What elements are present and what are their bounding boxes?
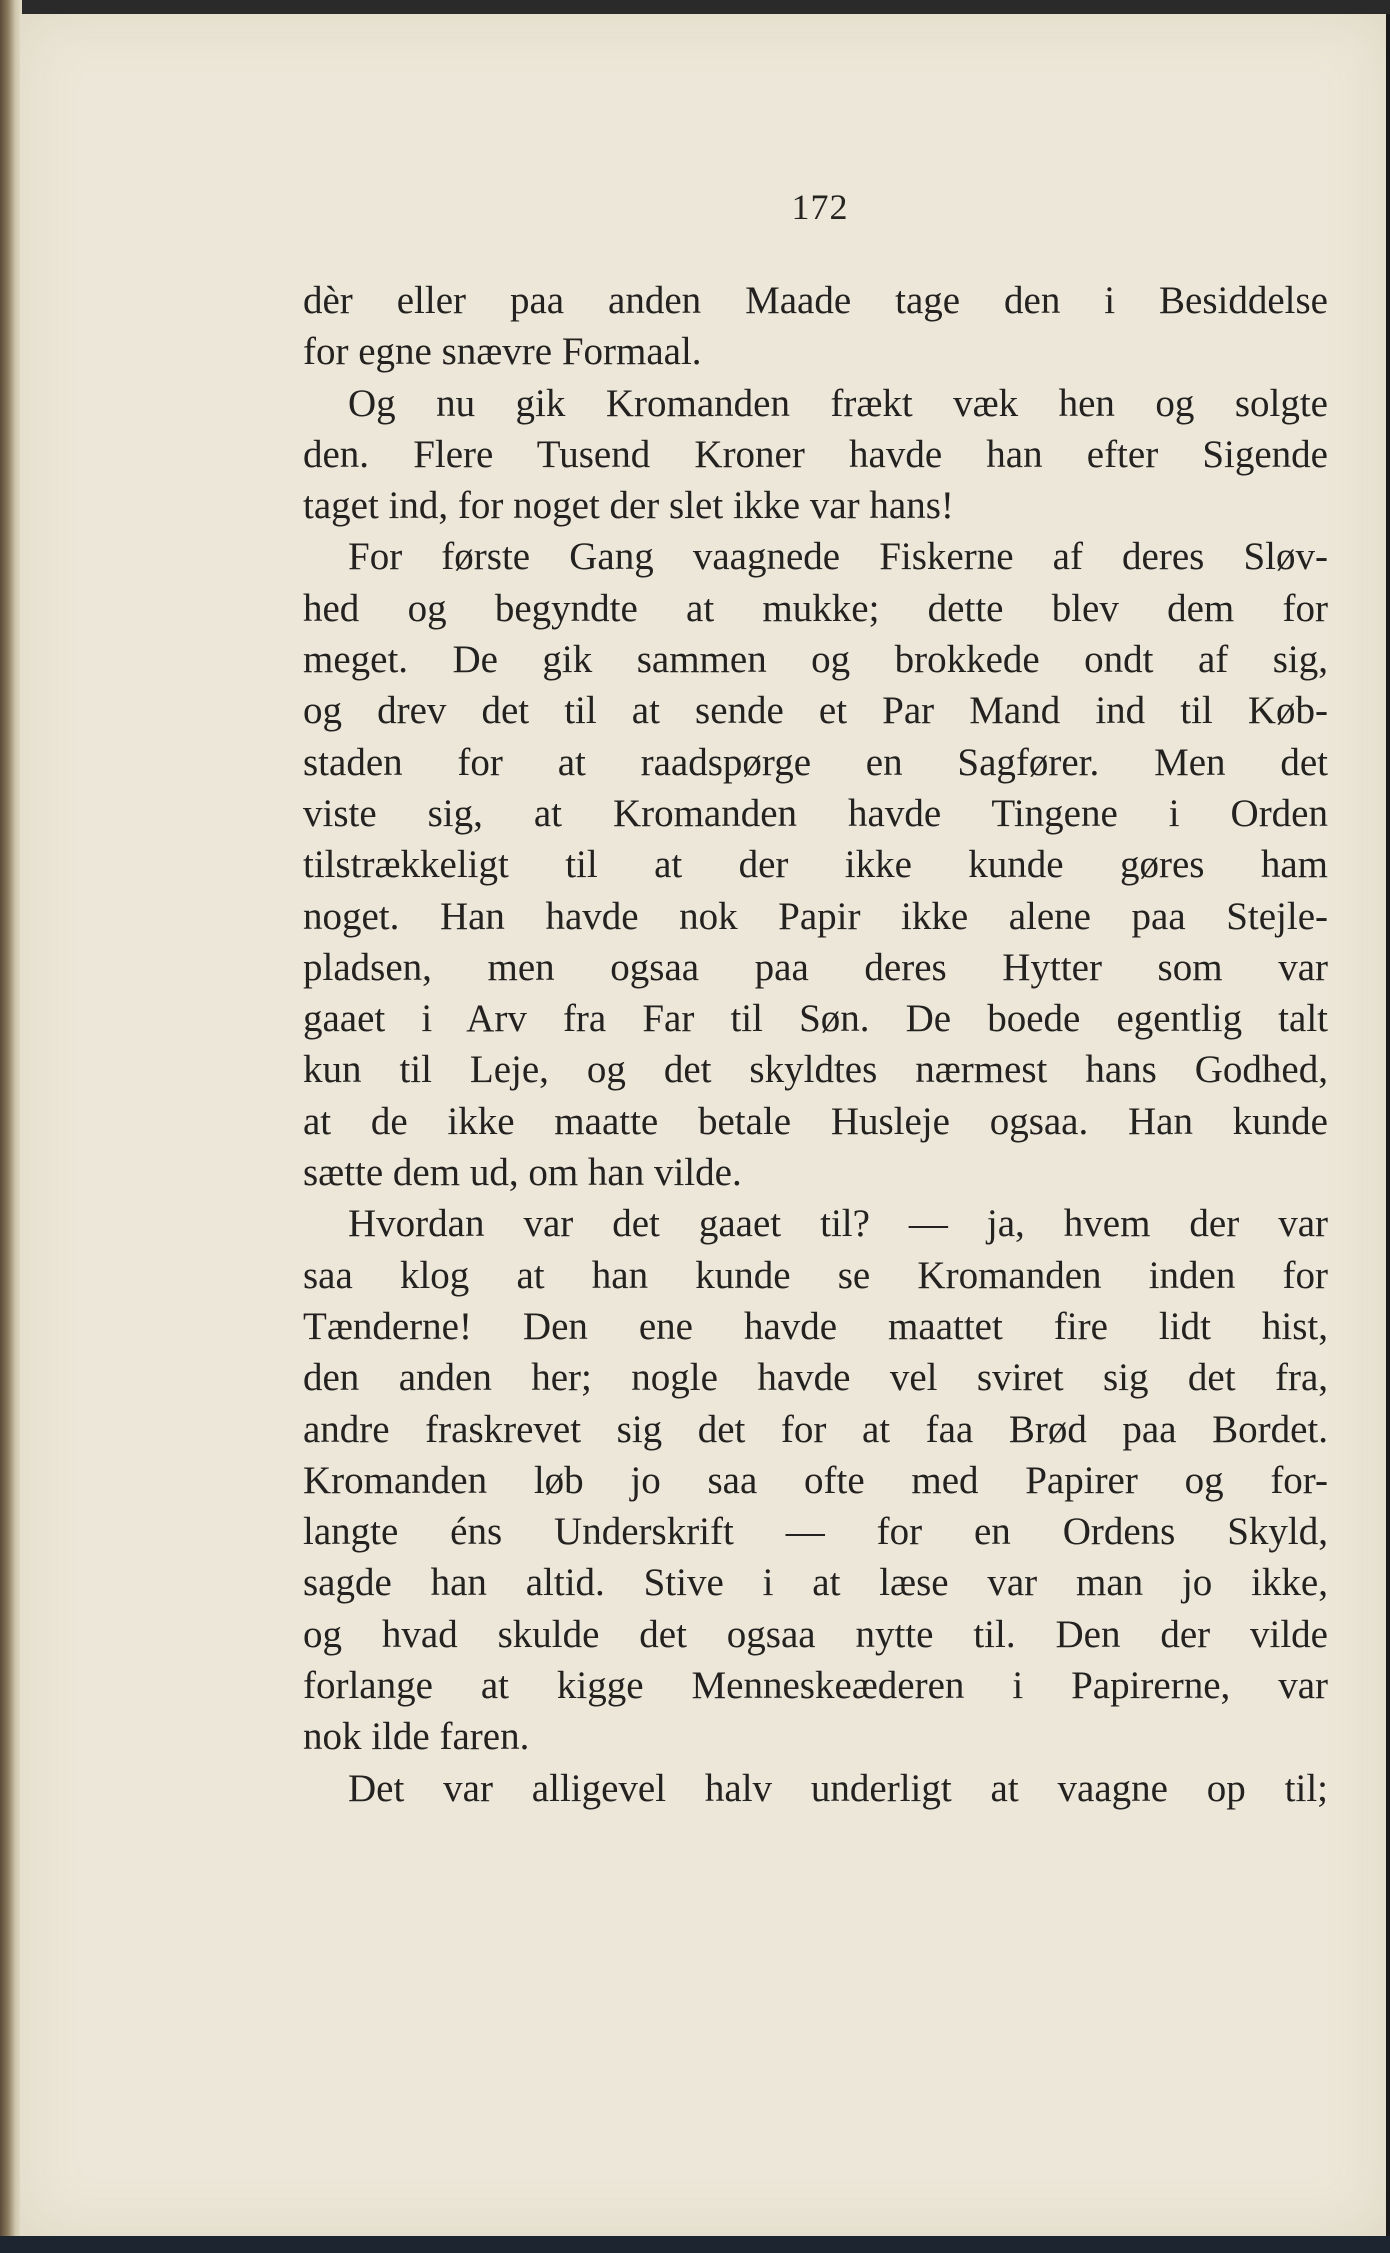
text-line: meget. De gik sammen og brokkede ondt af sig, [303,638,1328,682]
text-line: Kromanden løb jo saa ofte med Papirer og for- [303,1458,1328,1502]
text-line: langte éns Underskrift — for en Ordens Skyld, [303,1510,1328,1554]
text-line: Tænderne! Den ene havde maattet fire lidt hist, [303,1304,1328,1348]
text-line: viste sig, at Kromanden havde Tingene i Orden [303,791,1328,835]
text-line: andre fraskrevet sig det for at faa Brød paa Bordet. [303,1407,1328,1451]
text-line: nok ilde faren. [303,1715,530,1759]
text-line: for egne snævre Formaal. [303,330,702,374]
text-line: den. Flere Tusend Kroner havde han efter Sigende [303,432,1328,476]
text-line: pladsen, men ogsaa paa deres Hytter som var [303,945,1328,989]
text-line: noget. Han havde nok Papir ikke alene paa Stejle- [303,894,1328,938]
scan-top-edge [0,0,1390,14]
text-line: tilstrækkeligt til at der ikke kunde gøres ham [303,843,1328,887]
text-line: staden for at raadspørge en Sagfører. Men det [303,740,1328,784]
book-spine-edge [0,0,22,2253]
text-line: taget ind, for noget der slet ikke var hans! [303,484,954,528]
text-line: hed og begyndte at mukke; dette blev dem for [303,586,1328,630]
text-line: dèr eller paa anden Maade tage den i Besiddelse [303,279,1328,322]
text-line: forlange at kigge Menneskeæderen i Papirerne, var [303,1664,1328,1708]
text-line: Hvordan var det gaaet til? — ja, hvem der var [348,1202,1328,1246]
text-line: gaaet i Arv fra Far til Søn. De boede egentlig talt [303,997,1328,1041]
text-line: og drev det til at sende et Par Mand ind til Køb- [303,689,1328,733]
text-line: sagde han altid. Stive i at læse var man jo ikke, [303,1561,1328,1605]
body-text [303,275,1328,1814]
text-line: og hvad skulde det ogsaa nytte til. Den der vilde [303,1612,1328,1656]
text-line: Og nu gik Kromanden frækt væk hen og solgte [348,381,1328,425]
text-line: Det var alligevel halv underligt at vaagne op til; [348,1766,1328,1810]
text-line: saa klog at han kunde se Kromanden inden for [303,1253,1328,1297]
text-line: kun til Leje, og det skyldtes nærmest hans Godhed, [303,1048,1328,1092]
text-line: sætte dem ud, om han vilde. [303,1151,742,1195]
text-line: den anden her; nogle havde vel sviret sig det fra, [303,1356,1328,1400]
text-line: For første Gang vaagnede Fiskerne af deres Sløv- [348,535,1328,579]
text-line: at de ikke maatte betale Husleje ogsaa. Han kunde [303,1099,1328,1143]
page-number: 172 [791,187,849,227]
scan-bottom-edge [0,2236,1390,2253]
